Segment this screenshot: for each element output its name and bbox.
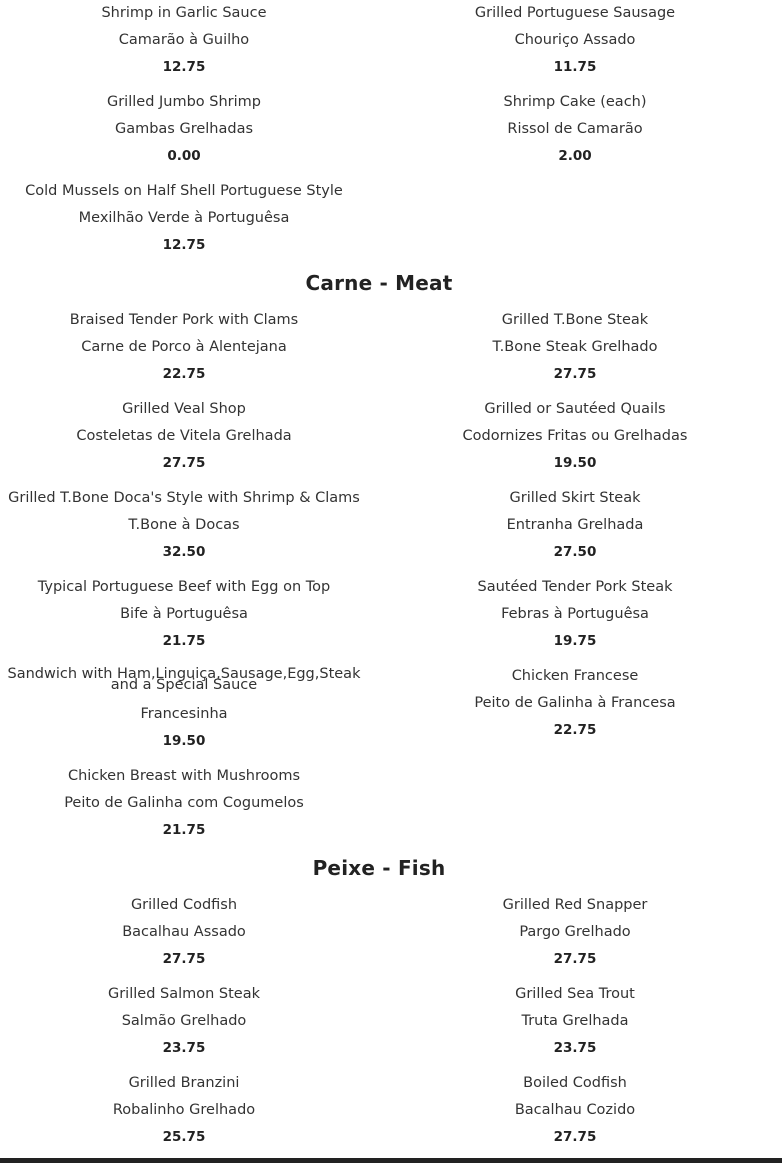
item-name-en: Grilled Portuguese Sausage bbox=[474, 5, 676, 21]
item-name-pt: Mexilhão Verde à Portuguêsa bbox=[78, 210, 290, 226]
item-name-en: Sandwich with Ham,Linguiça,Sausage,Egg,Steak and a Special Sauce bbox=[7, 666, 361, 693]
item-price: 25.75 bbox=[162, 1129, 206, 1145]
item-name-pt: T.Bone à Docas bbox=[128, 517, 240, 533]
item-name-pt: Febras à Portuguêsa bbox=[501, 606, 649, 622]
item-price: 2.00 bbox=[558, 148, 592, 164]
item-price: 27.75 bbox=[553, 366, 597, 382]
item-name-en: Chicken Breast with Mushrooms bbox=[67, 768, 301, 784]
item-price: 19.50 bbox=[553, 455, 597, 471]
menu-item bbox=[0, 402, 368, 470]
item-name-en: Typical Portuguese Beef with Egg on Top bbox=[37, 579, 331, 595]
menu-item bbox=[0, 987, 368, 1055]
item-name-en: Sautéed Tender Pork Steak bbox=[477, 579, 673, 595]
item-name-pt: Bacalhau Assado bbox=[122, 924, 246, 940]
item-price: 27.75 bbox=[553, 1129, 597, 1145]
item-name-en: Shrimp Cake (each) bbox=[503, 94, 647, 110]
item-price: 11.75 bbox=[553, 59, 597, 75]
item-name-en: Grilled Veal Shop bbox=[122, 401, 246, 417]
item-price: 27.75 bbox=[162, 951, 206, 967]
item-name-pt: Rissol de Camarão bbox=[507, 121, 643, 137]
item-name-pt: Pargo Grelhado bbox=[519, 924, 631, 940]
menu-item bbox=[0, 1076, 368, 1144]
item-name-en: Grilled Jumbo Shrimp bbox=[106, 94, 261, 110]
bottom-bar bbox=[0, 1158, 782, 1163]
section-title-fish: Peixe - Fish bbox=[312, 856, 446, 880]
menu-item bbox=[0, 580, 368, 648]
item-name-pt: Entranha Grelhada bbox=[506, 517, 644, 533]
menu-item bbox=[0, 6, 368, 74]
menu-item bbox=[391, 669, 759, 737]
item-name-pt: Costeletas de Vitela Grelhada bbox=[76, 428, 292, 444]
item-name-en: Cold Mussels on Half Shell Portuguese Style bbox=[25, 183, 343, 199]
item-price: 27.75 bbox=[553, 951, 597, 967]
item-name-pt: Robalinho Grelhado bbox=[112, 1102, 256, 1118]
menu-item bbox=[0, 769, 368, 837]
item-name-pt: Camarão à Guilho bbox=[118, 32, 250, 48]
item-name-pt: Peito de Galinha à Francesa bbox=[474, 695, 676, 711]
menu-item bbox=[0, 491, 368, 559]
item-price: 21.75 bbox=[162, 822, 206, 838]
menu-item bbox=[391, 987, 759, 1055]
item-name-pt: Francesinha bbox=[140, 706, 228, 722]
item-name-en: Grilled Red Snapper bbox=[502, 897, 648, 913]
item-name-en: Grilled Salmon Steak bbox=[107, 986, 261, 1002]
item-name-en: Grilled or Sautéed Quails bbox=[484, 401, 666, 417]
item-name-en: Grilled Skirt Steak bbox=[509, 490, 641, 506]
menu-item bbox=[391, 1076, 759, 1144]
menu-item bbox=[391, 95, 759, 163]
item-name-pt: Gambas Grelhadas bbox=[114, 121, 254, 137]
item-price: 19.50 bbox=[162, 733, 206, 749]
menu-item bbox=[391, 898, 759, 966]
item-price: 32.50 bbox=[162, 544, 206, 560]
item-name-pt: Carne de Porco à Alentejana bbox=[81, 339, 287, 355]
item-name-pt: Codornizes Fritas ou Grelhadas bbox=[462, 428, 688, 444]
menu-item bbox=[391, 313, 759, 381]
item-name-en: Grilled T.Bone Doca's Style with Shrimp & Clams bbox=[8, 490, 360, 506]
item-name-en: Braised Tender Pork with Clams bbox=[69, 312, 299, 328]
section-title-meat: Carne - Meat bbox=[305, 271, 453, 295]
menu-item bbox=[0, 898, 368, 966]
item-name-en: Grilled Codfish bbox=[130, 897, 238, 913]
menu-item bbox=[0, 313, 368, 381]
menu-item bbox=[391, 580, 759, 648]
item-name-en: Shrimp in Garlic Sauce bbox=[101, 5, 267, 21]
menu-item bbox=[0, 184, 368, 252]
item-price: 27.50 bbox=[553, 544, 597, 560]
item-name-en: Grilled Branzini bbox=[128, 1075, 240, 1091]
item-name-pt: Peito de Galinha com Cogumelos bbox=[64, 795, 304, 811]
item-name-pt: Bife à Portuguêsa bbox=[120, 606, 248, 622]
item-name-pt: T.Bone Steak Grelhado bbox=[492, 339, 658, 355]
menu-item bbox=[391, 491, 759, 559]
menu-item bbox=[391, 6, 759, 74]
item-price: 19.75 bbox=[553, 633, 597, 649]
item-name-pt: Bacalhau Cozido bbox=[514, 1102, 636, 1118]
item-name-pt: Salmão Grelhado bbox=[121, 1013, 247, 1029]
item-name-en: Grilled T.Bone Steak bbox=[501, 312, 649, 328]
item-price: 22.75 bbox=[553, 722, 597, 738]
item-price: 21.75 bbox=[162, 633, 206, 649]
menu-item bbox=[0, 95, 368, 163]
item-price: 27.75 bbox=[162, 455, 206, 471]
item-name-pt: Chouriço Assado bbox=[514, 32, 636, 48]
item-price: 12.75 bbox=[162, 237, 206, 253]
item-price: 23.75 bbox=[162, 1040, 206, 1056]
item-price: 22.75 bbox=[162, 366, 206, 382]
item-price: 12.75 bbox=[162, 59, 206, 75]
item-price: 23.75 bbox=[553, 1040, 597, 1056]
item-name-pt: Truta Grelhada bbox=[521, 1013, 629, 1029]
menu-item bbox=[0, 666, 368, 749]
item-name-en: Grilled Sea Trout bbox=[515, 986, 635, 1002]
menu-item bbox=[391, 402, 759, 470]
item-price: 0.00 bbox=[167, 148, 201, 164]
item-name-en: Chicken Francese bbox=[511, 668, 639, 684]
item-name-en: Boiled Codfish bbox=[523, 1075, 627, 1091]
